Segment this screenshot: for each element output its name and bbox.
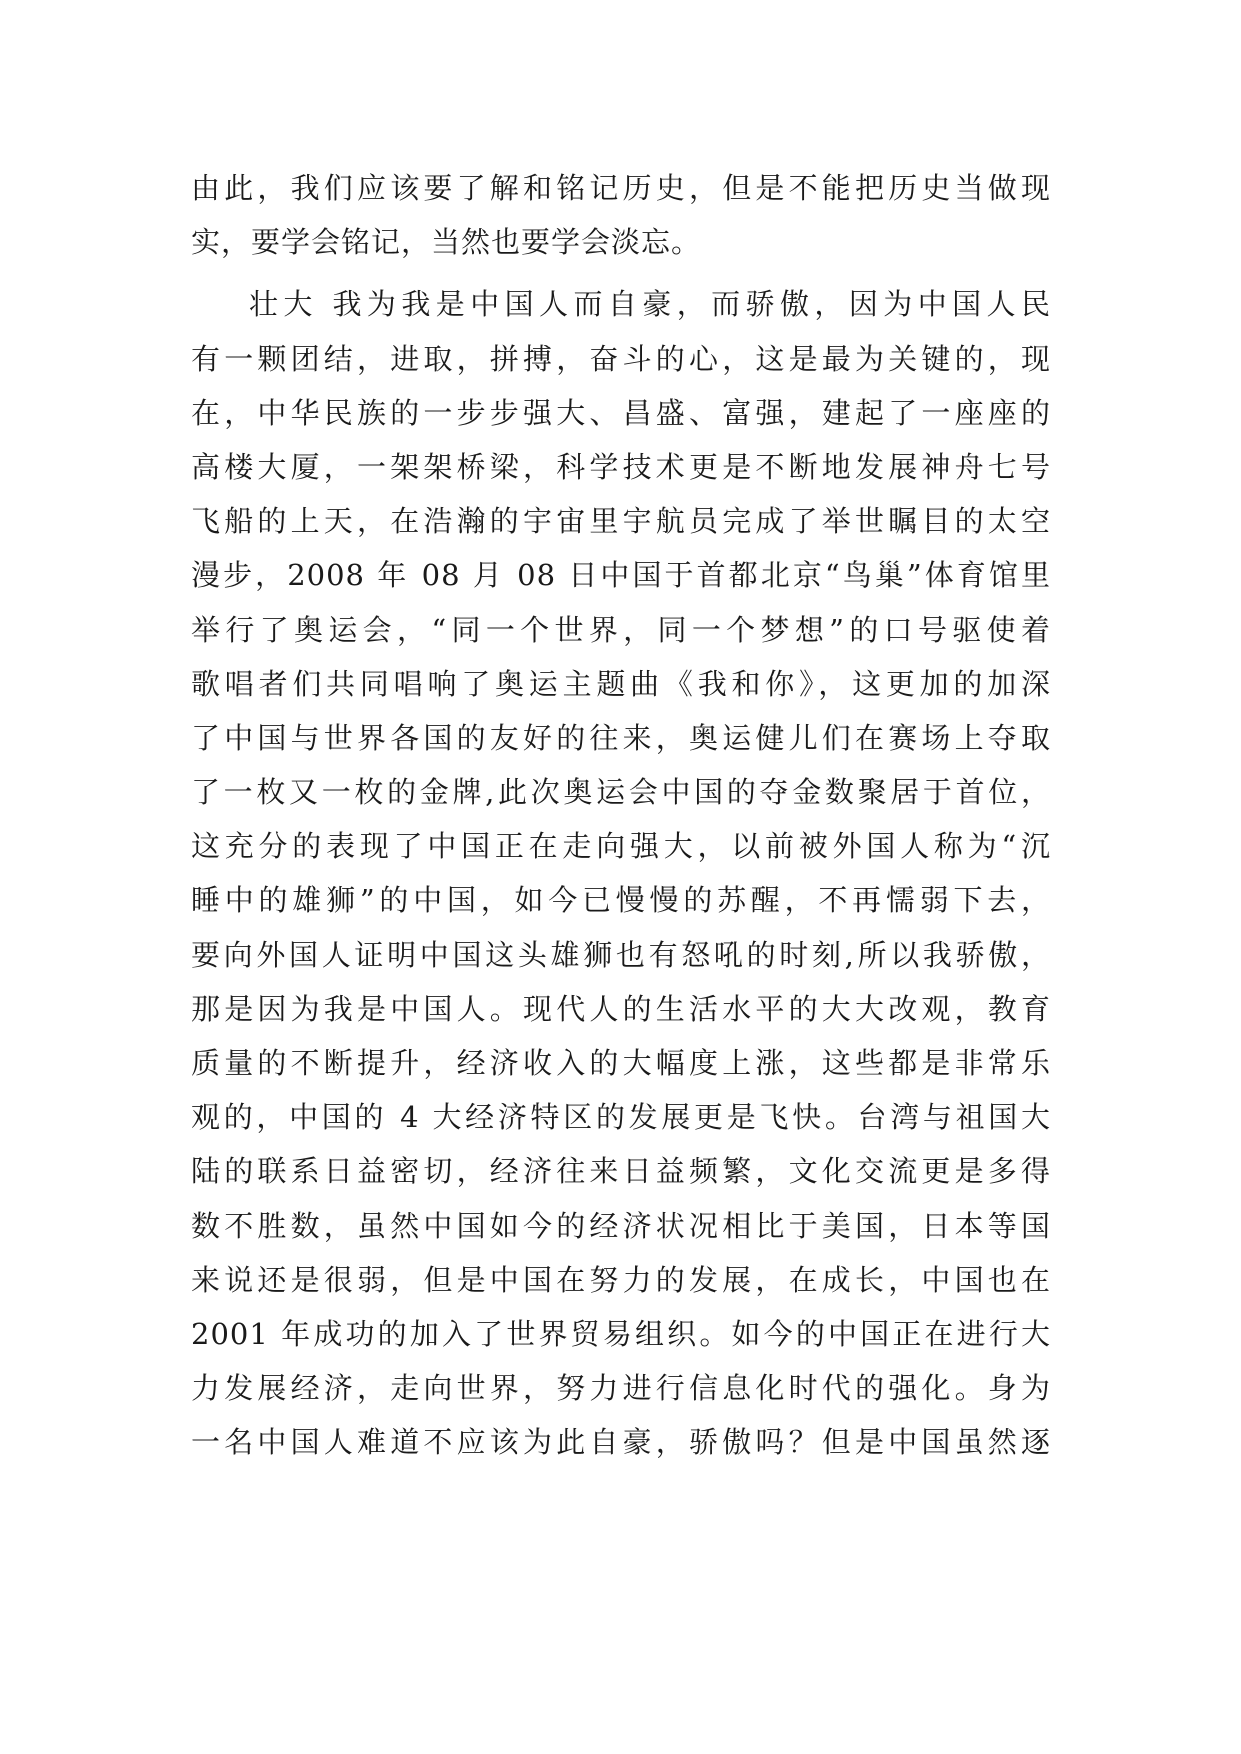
body-text [191,161,1051,1470]
text-line: 飞船的上天，在浩瀚的宇宙里宇航员完成了举世瞩目的太空 [191,504,1051,539]
text-line: 歌唱者们共同唱响了奥运主题曲《我和你》，这更加的加深 [191,666,1051,701]
text-line: 观的，中国的 4 大经济特区的发展更是飞快。台湾与祖国大 [191,1100,1051,1135]
text-line: 2001 年成功的加入了世界贸易组织。如今的中国正在进行大 [191,1316,1051,1351]
text-line: 来说还是很弱，但是中国在努力的发展，在成长，中国也在 [191,1262,1051,1297]
text-line: 壮大 我为我是中国人而自豪，而骄傲，因为中国人民 [249,287,1051,322]
text-line: 在，中华民族的一步步强大、昌盛、富强，建起了一座座的 [191,395,1051,430]
text-line: 力发展经济，走向世界，努力进行信息化时代的强化。身为 [191,1371,1051,1406]
text-line: 睡中的雄狮”的中国，如今已慢慢的苏醒，不再懦弱下去， [191,883,1051,918]
text-line: 要向外国人证明中国这头雄狮也有怒吼的时刻,所以我骄傲， [191,937,1051,972]
text-line: 陆的联系日益密切，经济往来日益频繁，文化交流更是多得 [191,1154,1051,1189]
text-line: 高楼大厦，一架架桥梁，科学技术更是不断地发展神舟七号 [191,449,1051,484]
text-line: 举行了奥运会，“同一个世界，同一个梦想”的口号驱使着 [191,612,1051,647]
text-line: 漫步，2008 年 08 月 08 日中国于首都北京“鸟巢”体育馆里 [191,558,1051,593]
text-line: 质量的不断提升，经济收入的大幅度上涨，这些都是非常乐 [191,1046,1051,1080]
text-line: 了中国与世界各国的友好的往来，奥运健儿们在赛场上夺取 [191,720,1051,755]
text-line: 这充分的表现了中国正在走向强大，以前被外国人称为“沉 [191,829,1051,864]
text-line: 数不胜数，虽然中国如今的经济状况相比于美国，日本等国 [191,1208,1051,1243]
text-line: 那是因为我是中国人。现代人的生活水平的大大改观，教育 [191,991,1051,1026]
text-line: 了一枚又一枚的金牌,此次奥运会中国的夺金数聚居于首位， [191,775,1051,810]
text-line: 有一颗团结，进取，拼搏，奋斗的心，这是最为关键的，现 [191,341,1051,376]
text-line: 一名中国人难道不应该为此自豪，骄傲吗？但是中国虽然逐 [191,1425,1051,1460]
text-line: 由此，我们应该要了解和铭记历史，但是不能把历史当做现 [191,171,1051,205]
paragraph-1 [191,161,1051,269]
paragraph-2 [191,277,1051,1469]
text-line: 实，要学会铭记，当然也要学会淡忘。 [191,225,702,260]
